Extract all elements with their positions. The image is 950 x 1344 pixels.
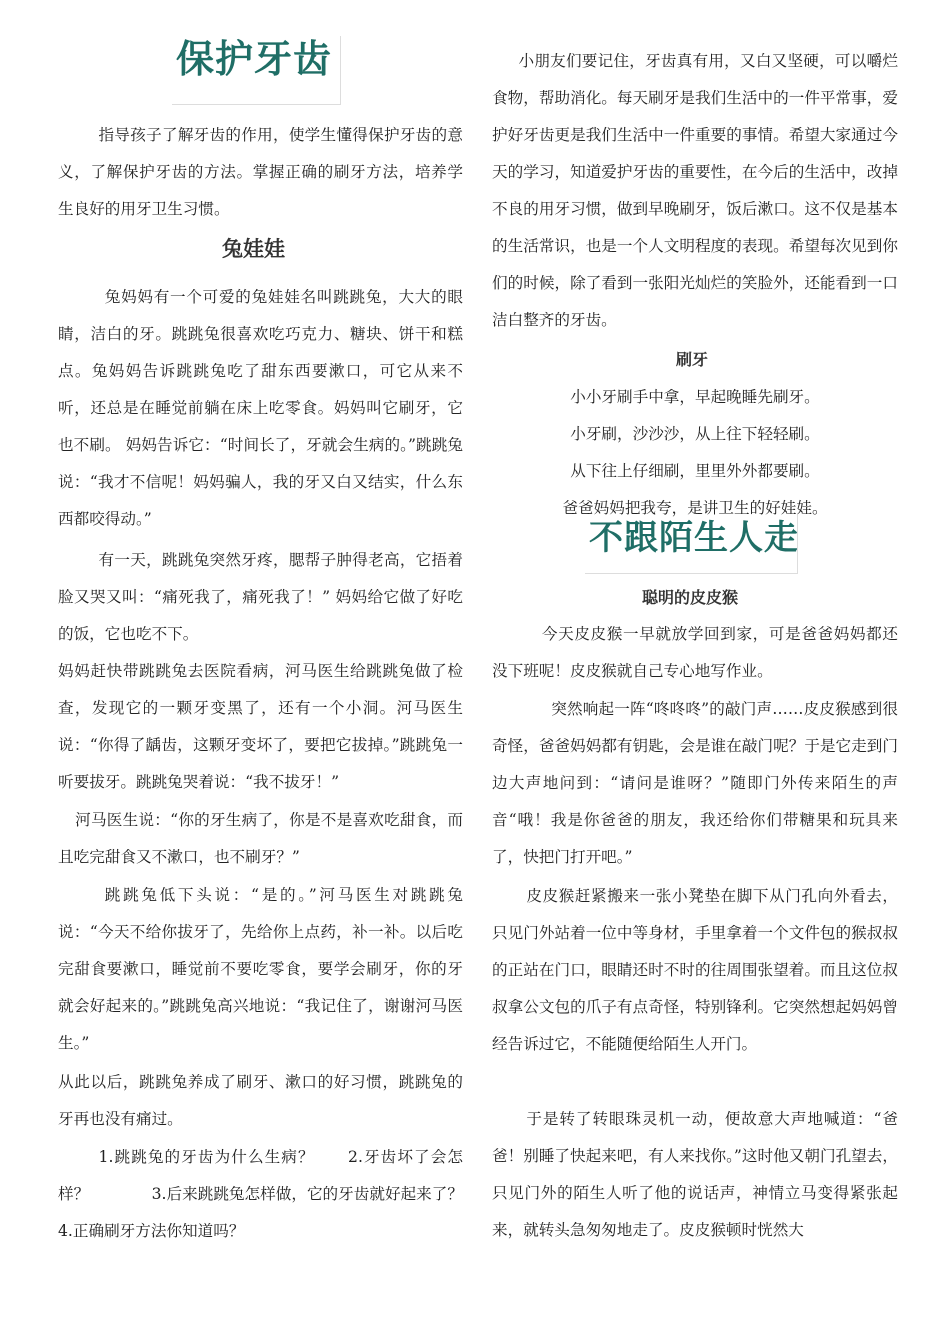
title-frame-2 bbox=[585, 515, 798, 574]
section-title-2: 不跟陌生人走 bbox=[589, 518, 799, 558]
story-paragraph-4: 河马医生说：“你的牙生病了，你是不是喜欢吃甜食，而且吃完甜食又不漱口，也不刷牙？” bbox=[58, 811, 463, 866]
title-protect-teeth bbox=[176, 36, 332, 82]
story-paragraph-2: 有一天，跳跳兔突然牙疼，腮帮子肿得老高，它捂着脸又哭又叫：“痛死我了，痛死我了！” 妈妈给它做了好吃的饭，它也吃不下。 bbox=[58, 551, 463, 643]
title-frame bbox=[172, 36, 341, 105]
poem-line-2: 小牙刷，沙沙沙，从上往下轻轻刷。 bbox=[570, 425, 820, 443]
story-title: 兔娃娃 bbox=[222, 237, 285, 261]
page-title: 保护牙齿 bbox=[176, 37, 333, 81]
story-questions: 1.跳跳兔的牙齿为什么生病？ 2.牙齿坏了会怎样？ 3.后来跳跳兔怎样做，它的牙齿就好起来了？ 4.正确刷牙方法你知道吗？ bbox=[58, 1148, 479, 1240]
intro-paragraph: 指导孩子了解牙齿的作用，使学生懂得保护牙齿的意义，了解保护牙齿的方法。掌握正确的刷牙方法，培养学生良好的用牙卫生习惯。 bbox=[58, 126, 463, 218]
story2-paragraph-1: 今天皮皮猴一早就放学回到家，可是爸爸妈妈都还没下班呢！皮皮猴就自己专心地写作业。 bbox=[492, 625, 898, 680]
poem-title: 刷牙 bbox=[676, 350, 709, 369]
story2-title: 聪明的皮皮猴 bbox=[642, 588, 739, 607]
story2-paragraph-4: 于是转了转眼珠灵机一动，便故意大声地喊道：“爸爸！别睡了快起来吧，有人来找你。”这时他又朝门孔望去，只见门外的陌生人听了他的说话声，神情立马变得紧张起来，就转头急匆匆地走了。皮皮猴顿时恍然大 bbox=[492, 1110, 898, 1239]
story2-paragraph-2: 突然响起一阵“咚咚咚”的敲门声……皮皮猴感到很奇怪，爸爸妈妈都有钥匙，会是谁在敲门呢？于是它走到门边大声地问到：“请问是谁呀？”随即门外传来陌生的声音“哦！我是你爸爸的朋友，我还给你们带糖果和玩具来了，快把门打开吧。” bbox=[492, 700, 898, 866]
story-paragraph-1: 兔妈妈有一个可爱的兔娃娃名叫跳跳兔，大大的眼睛，洁白的牙。跳跳兔很喜欢吃巧克力、糖块、饼干和糕点。兔妈妈告诉跳跳兔吃了甜东西要漱口，可它从来不听，还总是在睡觉前躺在床上吃零食。妈妈叫它刷牙，它也不刷。 妈妈告诉它：“时间长了，牙就会生病的。”跳跳兔说：“我才不信呢！妈妈骗人，我的牙又白又结实，什么东西都咬得动。” bbox=[58, 288, 463, 528]
poem-line-1: 小小牙刷手中拿，早起晚睡先刷牙。 bbox=[570, 388, 820, 406]
title-stranger bbox=[589, 515, 799, 561]
story-paragraph-3: 妈妈赶快带跳跳兔去医院看病，河马医生给跳跳兔做了检查，发现它的一颗牙变黑了，还有一个小洞。河马医生说：“你得了龋齿，这颗牙变坏了，要把它拔掉。”跳跳兔一听要拔牙。跳跳兔哭着说：“我不拔牙！” bbox=[58, 662, 463, 791]
poem-line-3: 从下往上仔细刷，里里外外都要刷。 bbox=[570, 462, 820, 480]
summary-paragraph: 小朋友们要记住，牙齿真有用，又白又坚硬，可以嚼烂食物，帮助消化。每天刷牙是我们生活中的一件平常事，爱护好牙齿更是我们生活中一件重要的事情。希望大家通过今天的学习，知道爱护牙齿的重要性，在今后的生活中，改掉不良的用牙习惯，做到早晚刷牙，饭后漱口。这不仅是基本的生活常识，也是一个人文明程度的表现。希望每次见到你们的时候，除了看到一张阳光灿烂的笑脸外，还能看到一口洁白整齐的牙齿。 bbox=[492, 52, 898, 329]
story-paragraph-5: 跳跳兔低下头说：“是的。”河马医生对跳跳兔说：“今天不给你拔牙了，先给你上点药，补一补。以后吃完甜食要漱口，睡觉前不要吃零食，要学会刷牙，你的牙就会好起来的。”跳跳兔高兴地说：“我记住了，谢谢河马医生。” bbox=[58, 886, 463, 1052]
story2-paragraph-3: 皮皮猴赶紧搬来一张小凳垫在脚下从门孔向外看去，只见门外站着一位中等身材，手里拿着一个文件包的猴叔叔的正站在门口，眼睛还时不时的往周围张望着。而且这位叔叔拿公文包的爪子有点奇怪，特别锋利。它突然想起妈妈曾经告诉过它，不能随便给陌生人开门。 bbox=[492, 887, 898, 1053]
story-paragraph-6: 从此以后，跳跳兔养成了刷牙、漱口的好习惯，跳跳兔的牙再也没有痛过。 bbox=[58, 1073, 463, 1128]
poem-line-4: 爸爸妈妈把我夸，是讲卫生的好娃娃。 bbox=[562, 499, 828, 517]
